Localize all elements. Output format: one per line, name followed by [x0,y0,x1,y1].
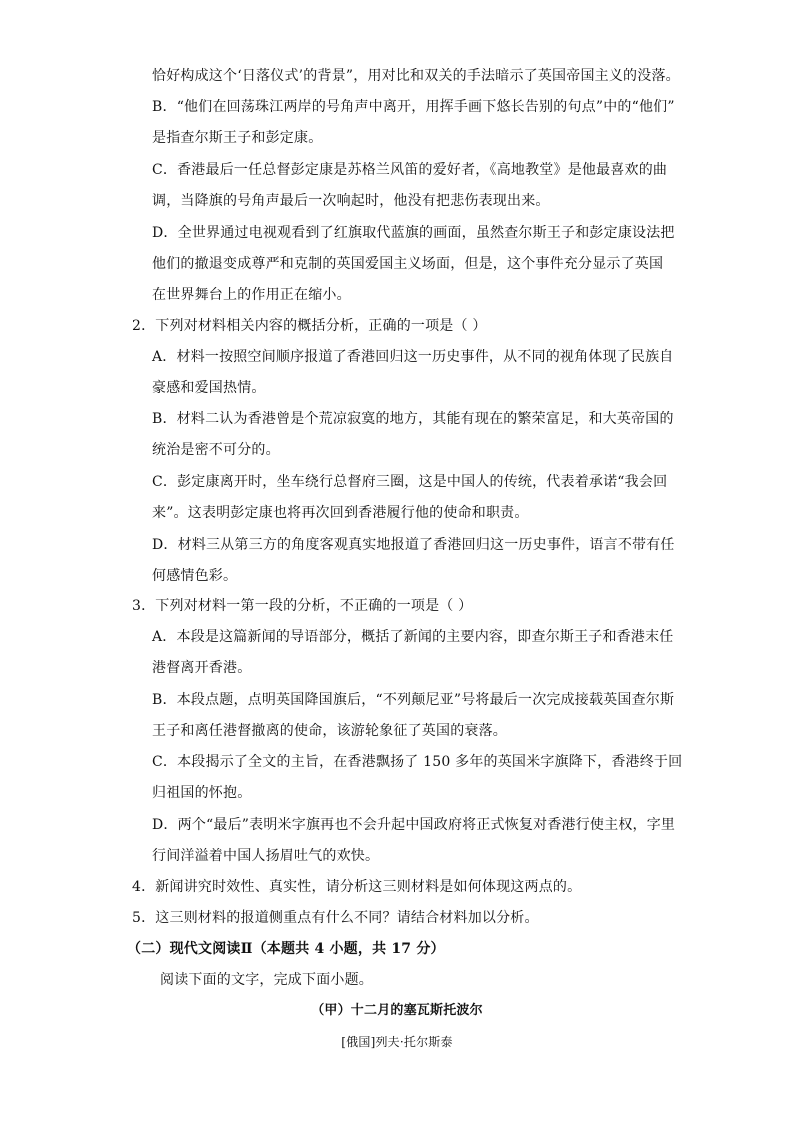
option-a-continuation: 恰好构成这个‘日落仪式’的背景”，用对比和双关的手法暗示了英国帝国主义的没落。 [152,68,680,84]
option-c-continuation: 归祖国的怀抱。 [152,785,252,801]
option-a-continuation: 港督离开香港。 [152,660,252,676]
option-d-continuation: 他们的撤退变成尊严和克制的英国爱国主义场面，但是，这个事件充分显示了英国 [152,256,664,272]
option-b: B．材料二认为香港曾是个荒凉寂寞的地方，其能有现在的繁荣富足，和大英帝国的 [152,411,674,427]
section-heading: （二）现代文阅读Ⅱ（本题共 4 小题，共 17 分） [127,941,445,957]
option-d-continuation: 在世界舞台上的作用正在缩小。 [152,287,351,303]
option-a: A．材料一按照空间顺序报道了香港回归这一历史事件，从不同的视角体现了民族自 [152,349,674,365]
option-c-continuation: 调，当降旗的号角声最后一次响起时，他没有把悲伤表现出来。 [152,193,550,209]
option-b: B．“他们在回荡珠江两岸的号角声中离开，用挥手画下悠长告别的句点”中的“他们” [152,99,675,115]
option-b-continuation: 是指查尔斯王子和彭定康。 [152,130,323,146]
question-3: 3．下列对材料一第一段的分析，不正确的一项是（ ） [132,598,473,614]
question-5: 5．这三则材料的报道侧重点有什么不同？请结合材料加以分析。 [132,910,539,926]
option-d: D．全世界通过电视观看到了红旗取代蓝旗的画面，虽然查尔斯王子和彭定康设法把 [152,225,675,241]
option-d-continuation: 行间洋溢着中国人扬眉吐气的欢快。 [152,848,380,864]
option-d: D．材料三从第三方的角度客观真实地报道了香港回归这一历史事件，语言不带有任 [152,537,675,553]
question-2: 2．下列对材料相关内容的概括分析，正确的一项是（ ） [132,318,487,334]
option-d: D．两个“最后”表明米字旗再也不会升起中国政府将正式恢复对香港行使主权，字里 [152,817,676,833]
option-c: C．本段揭示了全文的主旨，在香港飘扬了 150 多年的英国米字旗降下，香港终于回 [152,754,683,770]
option-c-continuation: 来”。这表明彭定康也将再次回到香港履行他的使命和职责。 [152,505,529,521]
question-4: 4．新闻讲究时效性、真实性，请分析这三则材料是如何体现这两点的。 [132,879,582,895]
instructions: 阅读下面的文字，完成下面小题。 [160,972,373,988]
option-d-continuation: 何感情色彩。 [152,568,238,584]
option-c: C．香港最后一任总督彭定康是苏格兰风笛的爱好者，《高地教堂》是他最喜欢的曲 [152,162,668,178]
option-a: A．本段是这篇新闻的导语部分，概括了新闻的主要内容，即查尔斯王子和香港末任 [152,629,674,645]
option-b: B．本段点题，点明英国降国旗后，“不列颠尼亚”号将最后一次完成接载英国查尔斯 [152,692,675,708]
option-c: C．彭定康离开时，坐车绕行总督府三圈，这是中国人的传统，代表着承诺“我会回 [152,474,668,490]
option-b-continuation: 统治是密不可分的。 [152,442,280,458]
passage-author: [俄国]列夫·托尔斯泰 [341,1035,453,1049]
passage-title: （甲）十二月的塞瓦斯托波尔 [311,1003,483,1018]
option-b-continuation: 王子和离任港督撤离的使命，该游轮象征了英国的衰落。 [152,723,507,739]
option-a-continuation: 豪感和爱国热情。 [152,380,266,396]
